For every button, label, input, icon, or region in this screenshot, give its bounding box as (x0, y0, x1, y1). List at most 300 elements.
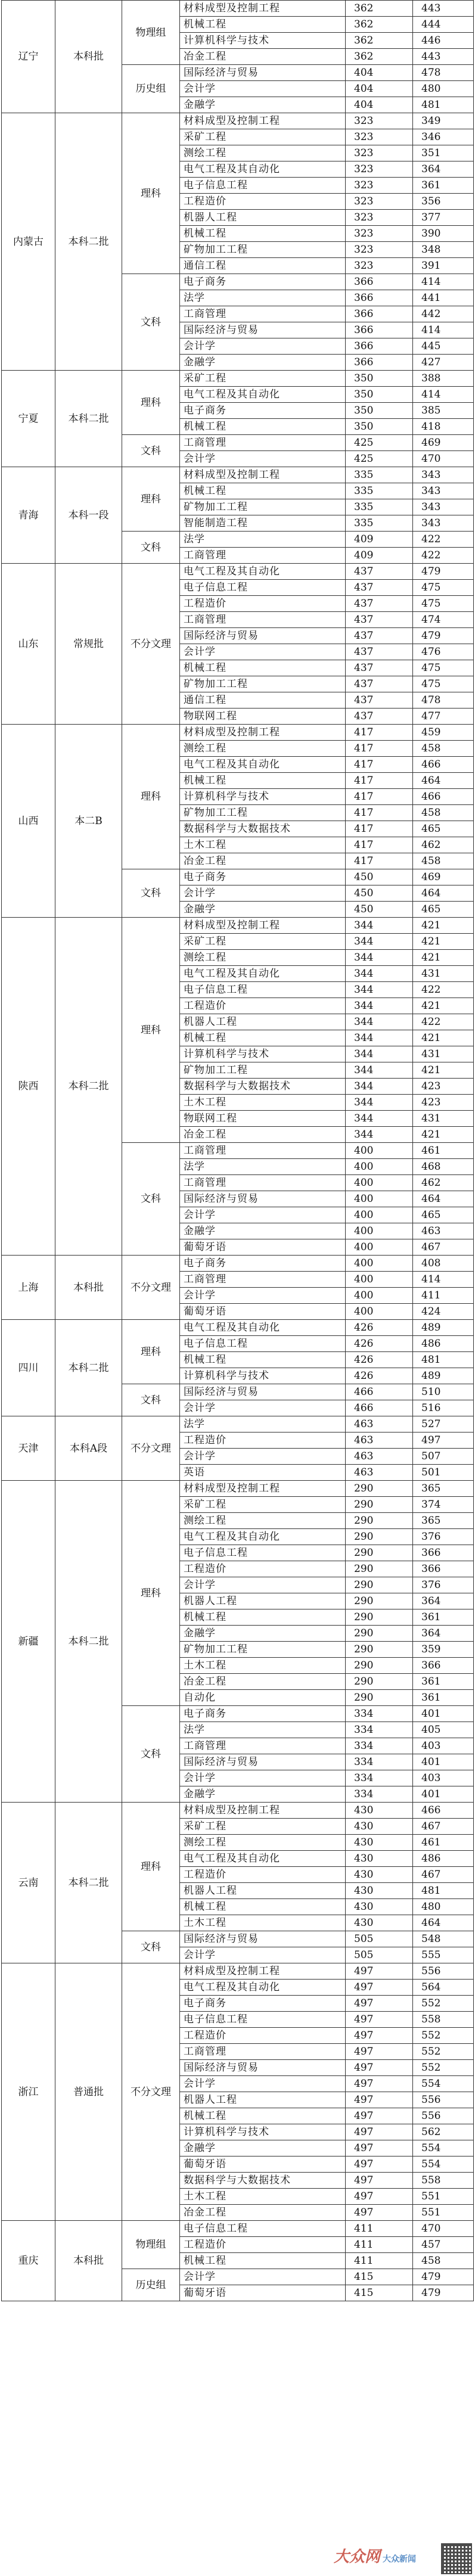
admit-score-cell: 421 (413, 934, 474, 950)
min-score-cell: 344 (346, 1079, 413, 1095)
major-cell: 电气工程及其自动化 (180, 1320, 346, 1336)
min-score-cell: 290 (346, 1674, 413, 1690)
min-score-cell: 497 (346, 2108, 413, 2124)
major-cell: 材料成型及控制工程 (180, 1803, 346, 1819)
major-cell: 工商管理 (180, 1738, 346, 1754)
min-score-cell: 497 (346, 1980, 413, 1996)
major-cell: 电子信息工程 (180, 178, 346, 194)
min-score-cell: 400 (346, 1239, 413, 1256)
min-score-cell: 323 (346, 242, 413, 258)
admit-score-cell: 403 (413, 1738, 474, 1754)
admit-score-cell: 431 (413, 1046, 474, 1062)
admit-score-cell: 479 (413, 564, 474, 580)
table-row (2, 1416, 474, 1433)
subject-group-cell: 历史组 (122, 2269, 180, 2301)
major-cell: 采矿工程 (180, 934, 346, 950)
major-cell: 金融学 (180, 2140, 346, 2156)
min-score-cell: 450 (346, 869, 413, 885)
admit-score-cell: 366 (413, 1545, 474, 1561)
min-score-cell: 497 (346, 1996, 413, 2012)
table-row (2, 2221, 474, 2237)
major-cell: 金融学 (180, 97, 346, 113)
min-score-cell: 437 (346, 709, 413, 725)
min-score-cell: 426 (346, 1320, 413, 1336)
major-cell: 国际经济与贸易 (180, 65, 346, 81)
major-cell: 会计学 (180, 338, 346, 355)
major-cell: 国际经济与贸易 (180, 1191, 346, 1207)
admit-score-cell: 467 (413, 1239, 474, 1256)
admit-score-cell: 423 (413, 1079, 474, 1095)
min-score-cell: 400 (346, 1223, 413, 1239)
min-score-cell: 417 (346, 741, 413, 757)
min-score-cell: 344 (346, 1111, 413, 1127)
major-cell: 工商管理 (180, 548, 346, 564)
admit-score-cell: 556 (413, 2108, 474, 2124)
min-score-cell: 450 (346, 902, 413, 918)
admit-score-cell: 497 (413, 1433, 474, 1449)
min-score-cell: 290 (346, 1529, 413, 1545)
admit-score-cell: 364 (413, 1626, 474, 1642)
major-cell: 工商管理 (180, 612, 346, 628)
batch-cell: 本二B (55, 725, 122, 918)
major-cell: 工程造价 (180, 2237, 346, 2253)
major-cell: 会计学 (180, 1288, 346, 1304)
min-score-cell: 400 (346, 1143, 413, 1159)
min-score-cell: 334 (346, 1754, 413, 1770)
admit-score-cell: 554 (413, 2156, 474, 2173)
major-cell: 采矿工程 (180, 129, 346, 145)
major-cell: 采矿工程 (180, 371, 346, 387)
subject-group-cell: 理科 (122, 1481, 180, 1706)
major-cell: 电气工程及其自动化 (180, 1529, 346, 1545)
major-cell: 会计学 (180, 1400, 346, 1416)
major-cell: 会计学 (180, 1947, 346, 1963)
subject-group-cell: 不分文理 (122, 1963, 180, 2221)
major-cell: 电子商务 (180, 274, 346, 290)
admit-score-cell: 479 (413, 2285, 474, 2301)
province-cell: 上海 (2, 1256, 55, 1320)
table-row (2, 725, 474, 741)
major-cell: 机械工程 (180, 1609, 346, 1626)
major-cell: 国际经济与贸易 (180, 322, 346, 338)
major-cell: 冶金工程 (180, 1127, 346, 1143)
major-cell: 会计学 (180, 1770, 346, 1786)
major-cell: 机械工程 (180, 419, 346, 435)
admit-score-cell: 401 (413, 1754, 474, 1770)
subject-group-cell: 理科 (122, 467, 180, 532)
min-score-cell: 366 (346, 355, 413, 371)
major-cell: 工商管理 (180, 306, 346, 322)
min-score-cell: 400 (346, 1256, 413, 1272)
admit-score-cell: 516 (413, 1400, 474, 1416)
major-cell: 采矿工程 (180, 1497, 346, 1513)
major-cell: 电气工程及其自动化 (180, 1851, 346, 1867)
min-score-cell: 334 (346, 1706, 413, 1722)
table-row (2, 1963, 474, 1980)
min-score-cell: 497 (346, 2076, 413, 2092)
admit-score-cell: 467 (413, 1819, 474, 1835)
admit-score-cell: 414 (413, 322, 474, 338)
min-score-cell: 344 (346, 966, 413, 982)
major-cell: 机械工程 (180, 773, 346, 789)
batch-cell: 普通批 (55, 1963, 122, 2221)
major-cell: 物联网工程 (180, 709, 346, 725)
major-cell: 葡萄牙语 (180, 2156, 346, 2173)
admit-score-cell: 421 (413, 950, 474, 966)
major-cell: 计算机科学与技术 (180, 2124, 346, 2140)
min-score-cell: 497 (346, 2044, 413, 2060)
table-row (2, 918, 474, 934)
major-cell: 金融学 (180, 1223, 346, 1239)
min-score-cell: 417 (346, 821, 413, 837)
major-cell: 机器人工程 (180, 210, 346, 226)
min-score-cell: 323 (346, 210, 413, 226)
min-score-cell: 400 (346, 1304, 413, 1320)
major-cell: 物联网工程 (180, 1111, 346, 1127)
min-score-cell: 430 (346, 1851, 413, 1867)
min-score-cell: 290 (346, 1545, 413, 1561)
batch-cell: 本科二批 (55, 1481, 122, 1803)
admit-score-cell: 359 (413, 1642, 474, 1658)
major-cell: 电子商务 (180, 1256, 346, 1272)
admit-score-cell: 374 (413, 1497, 474, 1513)
major-cell: 冶金工程 (180, 49, 346, 65)
subject-group-cell: 物理组 (122, 2221, 180, 2269)
major-cell: 机械工程 (180, 2253, 346, 2269)
admit-score-cell: 414 (413, 1272, 474, 1288)
major-cell: 测绘工程 (180, 950, 346, 966)
min-score-cell: 450 (346, 885, 413, 902)
admit-score-cell: 414 (413, 387, 474, 403)
admit-score-cell: 421 (413, 1030, 474, 1046)
admit-score-cell: 365 (413, 1481, 474, 1497)
major-cell: 金融学 (180, 1626, 346, 1642)
min-score-cell: 437 (346, 628, 413, 644)
min-score-cell: 497 (346, 2189, 413, 2205)
major-cell: 国际经济与贸易 (180, 1931, 346, 1947)
major-cell: 电气工程及其自动化 (180, 564, 346, 580)
admit-score-cell: 376 (413, 1529, 474, 1545)
min-score-cell: 426 (346, 1352, 413, 1368)
min-score-cell: 344 (346, 1095, 413, 1111)
subject-group-cell: 历史组 (122, 65, 180, 113)
admit-score-cell: 349 (413, 113, 474, 129)
major-cell: 电子信息工程 (180, 982, 346, 998)
province-cell: 青海 (2, 467, 55, 564)
major-cell: 智能制造工程 (180, 515, 346, 532)
admit-score-cell: 461 (413, 1835, 474, 1851)
major-cell: 会计学 (180, 644, 346, 660)
major-cell: 计算机科学与技术 (180, 1046, 346, 1062)
major-cell: 测绘工程 (180, 1835, 346, 1851)
min-score-cell: 335 (346, 499, 413, 515)
major-cell: 测绘工程 (180, 145, 346, 161)
admit-score-cell: 458 (413, 741, 474, 757)
qr-code-icon (441, 2543, 472, 2574)
admit-score-cell: 446 (413, 33, 474, 49)
admit-score-cell: 443 (413, 1, 474, 17)
admit-score-cell: 556 (413, 1963, 474, 1980)
batch-cell: 本科批 (55, 2221, 122, 2301)
subject-group-cell: 理科 (122, 371, 180, 435)
admit-score-cell: 414 (413, 274, 474, 290)
admit-score-cell: 475 (413, 660, 474, 676)
admit-score-cell: 351 (413, 145, 474, 161)
min-score-cell: 344 (346, 998, 413, 1014)
admit-score-cell: 365 (413, 1513, 474, 1529)
province-cell: 内蒙古 (2, 113, 55, 371)
min-score-cell: 323 (346, 113, 413, 129)
major-cell: 工商管理 (180, 1143, 346, 1159)
admit-score-cell: 501 (413, 1465, 474, 1481)
subject-group-cell: 理科 (122, 113, 180, 274)
table-row (2, 564, 474, 580)
min-score-cell: 404 (346, 65, 413, 81)
admit-score-cell: 343 (413, 483, 474, 499)
major-cell: 数据科学与大数据技术 (180, 1079, 346, 1095)
min-score-cell: 350 (346, 387, 413, 403)
subject-group-cell: 文科 (122, 532, 180, 564)
admit-score-cell: 552 (413, 2044, 474, 2060)
admit-score-cell: 470 (413, 451, 474, 467)
major-cell: 会计学 (180, 885, 346, 902)
table-row (2, 1256, 474, 1272)
major-cell: 材料成型及控制工程 (180, 113, 346, 129)
min-score-cell: 344 (346, 1030, 413, 1046)
min-score-cell: 323 (346, 145, 413, 161)
admit-score-cell: 558 (413, 2173, 474, 2189)
major-cell: 机械工程 (180, 660, 346, 676)
major-cell: 机械工程 (180, 226, 346, 242)
min-score-cell: 366 (346, 322, 413, 338)
admit-score-cell: 458 (413, 853, 474, 869)
major-cell: 冶金工程 (180, 1674, 346, 1690)
major-cell: 法学 (180, 1416, 346, 1433)
major-cell: 土木工程 (180, 837, 346, 853)
admit-score-cell: 510 (413, 1384, 474, 1400)
min-score-cell: 466 (346, 1400, 413, 1416)
admit-score-cell: 401 (413, 1786, 474, 1803)
min-score-cell: 417 (346, 805, 413, 821)
admit-score-cell: 556 (413, 2092, 474, 2108)
major-cell: 测绘工程 (180, 741, 346, 757)
batch-cell: 本科二批 (55, 1320, 122, 1416)
major-cell: 电子商务 (180, 1996, 346, 2012)
admit-score-cell: 422 (413, 1014, 474, 1030)
admit-score-cell: 388 (413, 371, 474, 387)
min-score-cell: 344 (346, 934, 413, 950)
major-cell: 金融学 (180, 1786, 346, 1803)
major-cell: 工商管理 (180, 1175, 346, 1191)
table-row (2, 1, 474, 17)
admit-score-cell: 422 (413, 982, 474, 998)
major-cell: 机械工程 (180, 483, 346, 499)
min-score-cell: 497 (346, 2205, 413, 2221)
admit-score-cell: 552 (413, 2060, 474, 2076)
admit-score-cell: 431 (413, 1111, 474, 1127)
batch-cell: 本科二批 (55, 1803, 122, 1963)
subject-group-cell: 不分文理 (122, 564, 180, 725)
province-cell: 宁夏 (2, 371, 55, 467)
admit-score-cell: 466 (413, 789, 474, 805)
admit-score-cell: 551 (413, 2189, 474, 2205)
min-score-cell: 400 (346, 1159, 413, 1175)
min-score-cell: 323 (346, 258, 413, 274)
subject-group-cell: 理科 (122, 918, 180, 1143)
min-score-cell: 426 (346, 1368, 413, 1384)
min-score-cell: 497 (346, 2173, 413, 2189)
min-score-cell: 430 (346, 1867, 413, 1883)
min-score-cell: 290 (346, 1609, 413, 1626)
major-cell: 计算机科学与技术 (180, 789, 346, 805)
major-cell: 工商管理 (180, 435, 346, 451)
major-cell: 工程造价 (180, 596, 346, 612)
major-cell: 工程造价 (180, 194, 346, 210)
admit-score-cell: 343 (413, 499, 474, 515)
min-score-cell: 335 (346, 467, 413, 483)
admit-score-cell: 464 (413, 1915, 474, 1931)
admit-score-cell: 421 (413, 918, 474, 934)
province-cell: 天津 (2, 1416, 55, 1481)
major-cell: 矿物加工工程 (180, 242, 346, 258)
admit-score-cell: 361 (413, 1690, 474, 1706)
major-cell: 工程造价 (180, 1433, 346, 1449)
min-score-cell: 290 (346, 1642, 413, 1658)
major-cell: 金融学 (180, 355, 346, 371)
min-score-cell: 323 (346, 178, 413, 194)
admit-score-cell: 376 (413, 1577, 474, 1593)
admit-score-cell: 468 (413, 1159, 474, 1175)
major-cell: 土木工程 (180, 2189, 346, 2205)
major-cell: 工程造价 (180, 1561, 346, 1577)
min-score-cell: 417 (346, 837, 413, 853)
major-cell: 金融学 (180, 902, 346, 918)
major-cell: 冶金工程 (180, 2205, 346, 2221)
province-cell: 浙江 (2, 1963, 55, 2221)
subject-group-cell: 文科 (122, 274, 180, 371)
major-cell: 会计学 (180, 1207, 346, 1223)
admit-score-cell: 489 (413, 1320, 474, 1336)
admit-score-cell: 465 (413, 902, 474, 918)
min-score-cell: 437 (346, 612, 413, 628)
batch-cell: 本科A段 (55, 1416, 122, 1481)
min-score-cell: 430 (346, 1835, 413, 1851)
province-cell: 四川 (2, 1320, 55, 1416)
min-score-cell: 290 (346, 1593, 413, 1609)
min-score-cell: 290 (346, 1561, 413, 1577)
min-score-cell: 344 (346, 918, 413, 934)
min-score-cell: 366 (346, 290, 413, 306)
major-cell: 工程造价 (180, 2028, 346, 2044)
admit-score-cell: 486 (413, 1336, 474, 1352)
province-cell: 陕西 (2, 918, 55, 1256)
table-row (2, 1803, 474, 1819)
major-cell: 材料成型及控制工程 (180, 1481, 346, 1497)
batch-cell: 本科一段 (55, 467, 122, 564)
min-score-cell: 425 (346, 435, 413, 451)
admit-score-cell: 479 (413, 2269, 474, 2285)
major-cell: 电子信息工程 (180, 2221, 346, 2237)
min-score-cell: 425 (346, 451, 413, 467)
admit-score-cell: 527 (413, 1416, 474, 1433)
min-score-cell: 497 (346, 2140, 413, 2156)
province-cell: 山西 (2, 725, 55, 918)
major-cell: 会计学 (180, 1577, 346, 1593)
admit-score-cell: 418 (413, 419, 474, 435)
admit-score-cell: 478 (413, 65, 474, 81)
min-score-cell: 350 (346, 419, 413, 435)
admit-score-cell: 391 (413, 258, 474, 274)
subject-group-cell: 文科 (122, 1706, 180, 1803)
admit-score-cell: 408 (413, 1256, 474, 1272)
admit-score-cell: 421 (413, 1127, 474, 1143)
min-score-cell: 415 (346, 2269, 413, 2285)
min-score-cell: 400 (346, 1272, 413, 1288)
major-cell: 机器人工程 (180, 2092, 346, 2108)
major-cell: 电子商务 (180, 869, 346, 885)
min-score-cell: 323 (346, 226, 413, 242)
major-cell: 电气工程及其自动化 (180, 1980, 346, 1996)
major-cell: 电气工程及其自动化 (180, 161, 346, 178)
admit-score-cell: 361 (413, 178, 474, 194)
major-cell: 矿物加工工程 (180, 676, 346, 692)
min-score-cell: 290 (346, 1513, 413, 1529)
subject-group-cell: 不分文理 (122, 1416, 180, 1481)
min-score-cell: 400 (346, 1191, 413, 1207)
admit-score-cell: 423 (413, 1095, 474, 1111)
min-score-cell: 417 (346, 853, 413, 869)
admit-score-cell: 464 (413, 773, 474, 789)
major-cell: 材料成型及控制工程 (180, 467, 346, 483)
subject-group-cell: 文科 (122, 1143, 180, 1256)
major-cell: 电气工程及其自动化 (180, 387, 346, 403)
min-score-cell: 430 (346, 1819, 413, 1835)
major-cell: 国际经济与贸易 (180, 2060, 346, 2076)
admit-score-cell: 558 (413, 2012, 474, 2028)
admit-score-cell: 356 (413, 194, 474, 210)
major-cell: 葡萄牙语 (180, 1239, 346, 1256)
min-score-cell: 344 (346, 1127, 413, 1143)
province-cell: 山东 (2, 564, 55, 725)
major-cell: 通信工程 (180, 692, 346, 709)
min-score-cell: 411 (346, 2237, 413, 2253)
major-cell: 矿物加工工程 (180, 499, 346, 515)
admit-score-cell: 562 (413, 2124, 474, 2140)
admit-score-cell: 466 (413, 1803, 474, 1819)
subject-group-cell: 理科 (122, 1803, 180, 1931)
admit-score-cell: 552 (413, 1996, 474, 2012)
admit-score-cell: 480 (413, 1899, 474, 1915)
min-score-cell: 366 (346, 306, 413, 322)
major-cell: 土木工程 (180, 1095, 346, 1111)
major-cell: 机械工程 (180, 2108, 346, 2124)
admit-score-cell: 481 (413, 97, 474, 113)
admit-score-cell: 401 (413, 1706, 474, 1722)
admit-score-cell: 377 (413, 210, 474, 226)
major-cell: 机器人工程 (180, 1593, 346, 1609)
min-score-cell: 463 (346, 1465, 413, 1481)
admit-score-cell: 489 (413, 1368, 474, 1384)
admit-score-cell: 431 (413, 966, 474, 982)
major-cell: 材料成型及控制工程 (180, 1, 346, 17)
batch-cell: 常规批 (55, 564, 122, 725)
min-score-cell: 437 (346, 596, 413, 612)
min-score-cell: 323 (346, 161, 413, 178)
subject-group-cell: 文科 (122, 1931, 180, 1963)
major-cell: 机械工程 (180, 1352, 346, 1368)
min-score-cell: 366 (346, 274, 413, 290)
min-score-cell: 400 (346, 1288, 413, 1304)
